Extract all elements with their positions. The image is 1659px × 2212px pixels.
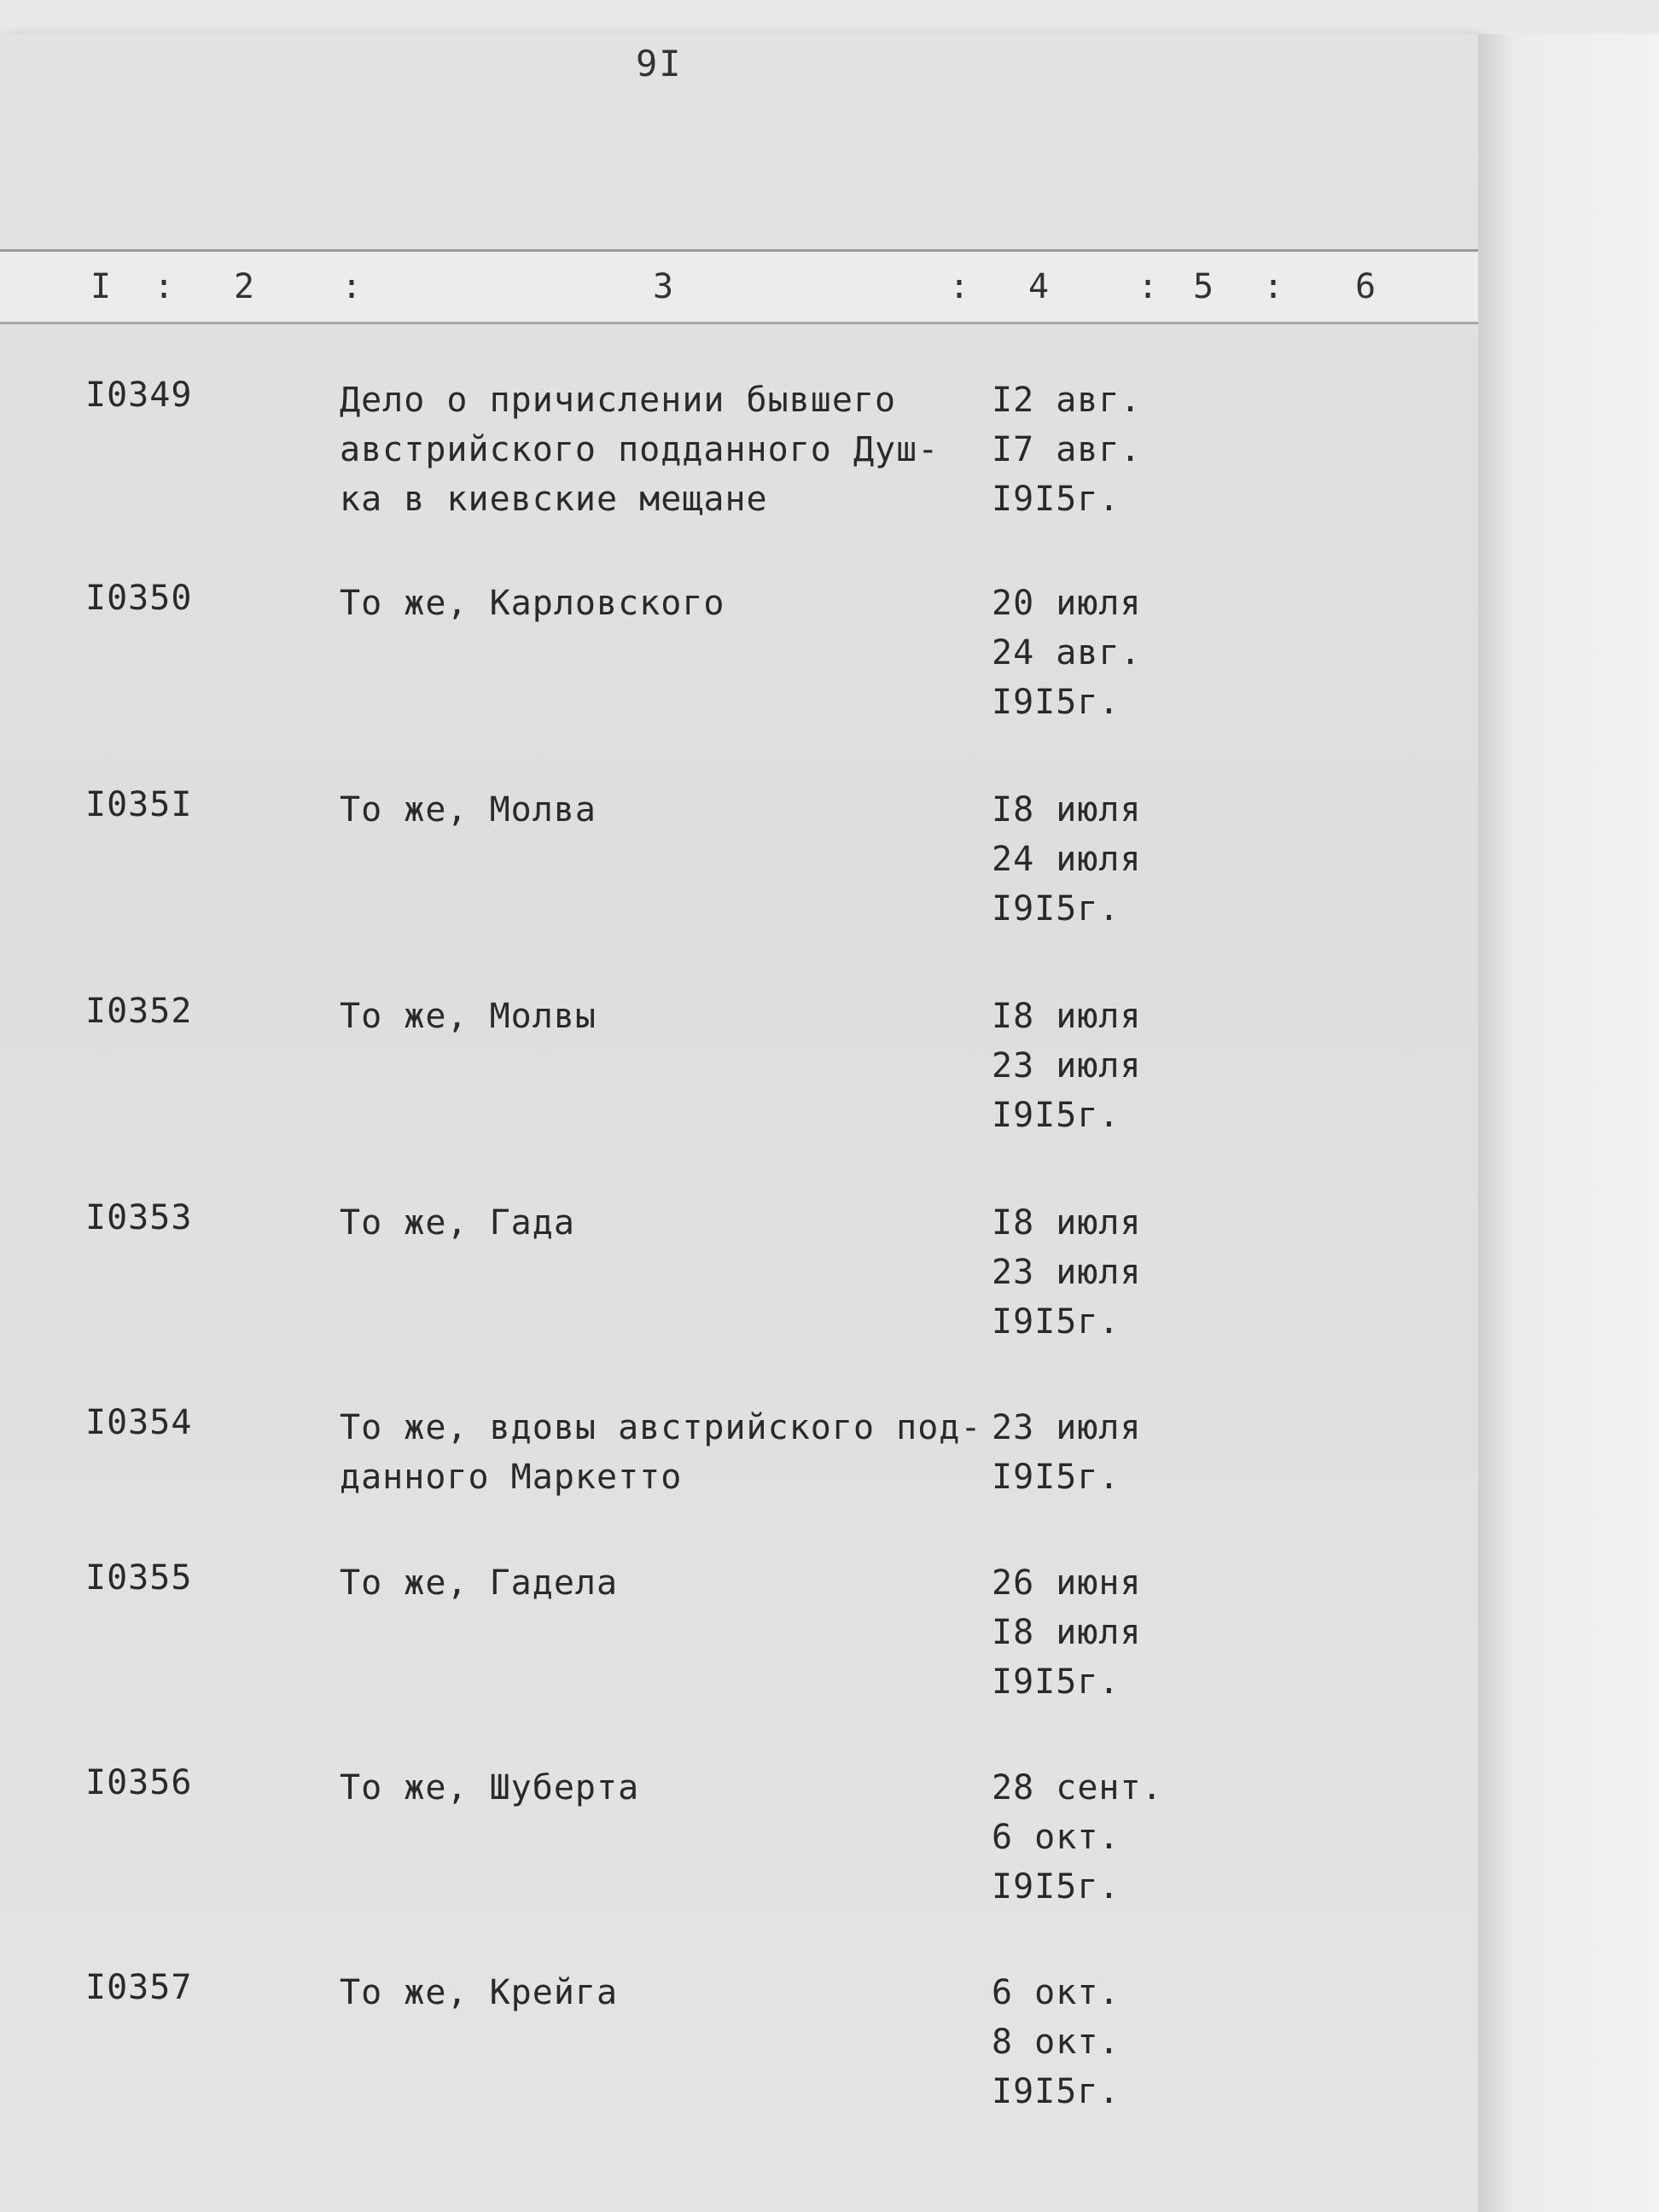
column-header-4: 4 [1028, 267, 1050, 306]
date-line: I9I5г. [992, 480, 1121, 519]
date-line: 6 окт. [992, 1818, 1121, 1857]
entry-number: I0350 [85, 579, 193, 618]
column-header-5: 5 [1193, 267, 1214, 306]
description-line: австрийского подданного Душ- [340, 430, 940, 469]
column-separator: : [341, 267, 363, 306]
entry-description [340, 375, 988, 524]
entry-dates [992, 785, 1196, 934]
description-line: ка в киевские мещане [340, 480, 768, 519]
entry-number: I0357 [85, 1968, 193, 2007]
entry-description [340, 1403, 988, 1502]
description-line: данного Маркетто [340, 1458, 683, 1497]
entry-description [340, 992, 988, 1041]
entry-dates [992, 1198, 1196, 1347]
date-line: 23 июля [992, 1046, 1142, 1086]
entry-number: I0356 [85, 1763, 193, 1802]
date-line: I7 авг. [992, 430, 1142, 469]
column-header-3: 3 [653, 267, 674, 306]
entry-dates [992, 992, 1196, 1140]
entry-description [340, 579, 988, 628]
entry-number: I0354 [85, 1403, 193, 1442]
description-line: То же, Молва [340, 790, 597, 830]
date-line: I8 июля [992, 790, 1142, 830]
date-line: 23 июля [992, 1408, 1142, 1447]
description-line: То же, Гадела [340, 1563, 619, 1603]
description-line: То же, Шуберта [340, 1768, 640, 1807]
date-line: I9I5г. [992, 1458, 1121, 1497]
column-separator: : [154, 267, 175, 306]
date-line: I9I5г. [992, 2072, 1121, 2111]
description-line: То же, Крейга [340, 1973, 619, 2012]
date-line: 6 окт. [992, 1973, 1121, 2012]
entry-number: I0352 [85, 992, 193, 1031]
entry-dates [992, 375, 1196, 524]
date-line: 20 июля [992, 584, 1142, 623]
entry-dates [992, 1968, 1196, 2116]
description-line: То же, Молвы [340, 997, 597, 1036]
date-line: I9I5г. [992, 683, 1121, 722]
entry-description [340, 1763, 988, 1813]
date-line: I8 июля [992, 1613, 1142, 1652]
date-line: I9I5г. [992, 1096, 1121, 1135]
entry-description [340, 1198, 988, 1248]
date-line: I8 июля [992, 997, 1142, 1036]
column-header-2: 2 [234, 267, 255, 306]
date-line: 24 авг. [992, 633, 1142, 672]
entry-dates [992, 1558, 1196, 1707]
date-line: 26 июня [992, 1563, 1142, 1603]
entry-number: I0349 [85, 375, 193, 415]
column-separator: : [1263, 267, 1284, 306]
entry-number: I0355 [85, 1558, 193, 1598]
entry-description [340, 1558, 988, 1608]
date-line: 8 окт. [992, 2023, 1121, 2062]
date-line: I2 авг. [992, 381, 1142, 420]
date-line: 23 июля [992, 1253, 1142, 1292]
description-line: Дело о причислении бывшего [340, 381, 897, 420]
entry-dates [992, 1403, 1196, 1502]
page-edge [1478, 34, 1659, 2212]
column-separator: : [1138, 267, 1159, 306]
column-header-6: 6 [1355, 267, 1377, 306]
page-number: 9I [636, 43, 683, 84]
entry-number: I0353 [85, 1198, 193, 1237]
date-line: 24 июля [992, 840, 1142, 879]
date-line: I9I5г. [992, 1662, 1121, 1702]
entry-description [340, 785, 988, 835]
column-separator: : [949, 267, 970, 306]
entry-number: I035I [85, 785, 193, 824]
entry-dates [992, 579, 1196, 727]
date-line: 28 сент. [992, 1768, 1163, 1807]
entry-description [340, 1968, 988, 2017]
date-line: I9I5г. [992, 1302, 1121, 1342]
description-line: То же, вдовы австрийского под- [340, 1408, 982, 1447]
date-line: I9I5г. [992, 889, 1121, 928]
date-line: I9I5г. [992, 1867, 1121, 1906]
description-line: То же, Карловского [340, 584, 725, 623]
description-line: То же, Гада [340, 1203, 575, 1243]
date-line: I8 июля [992, 1203, 1142, 1243]
column-header-1: I [90, 267, 112, 306]
entry-dates [992, 1763, 1196, 1912]
